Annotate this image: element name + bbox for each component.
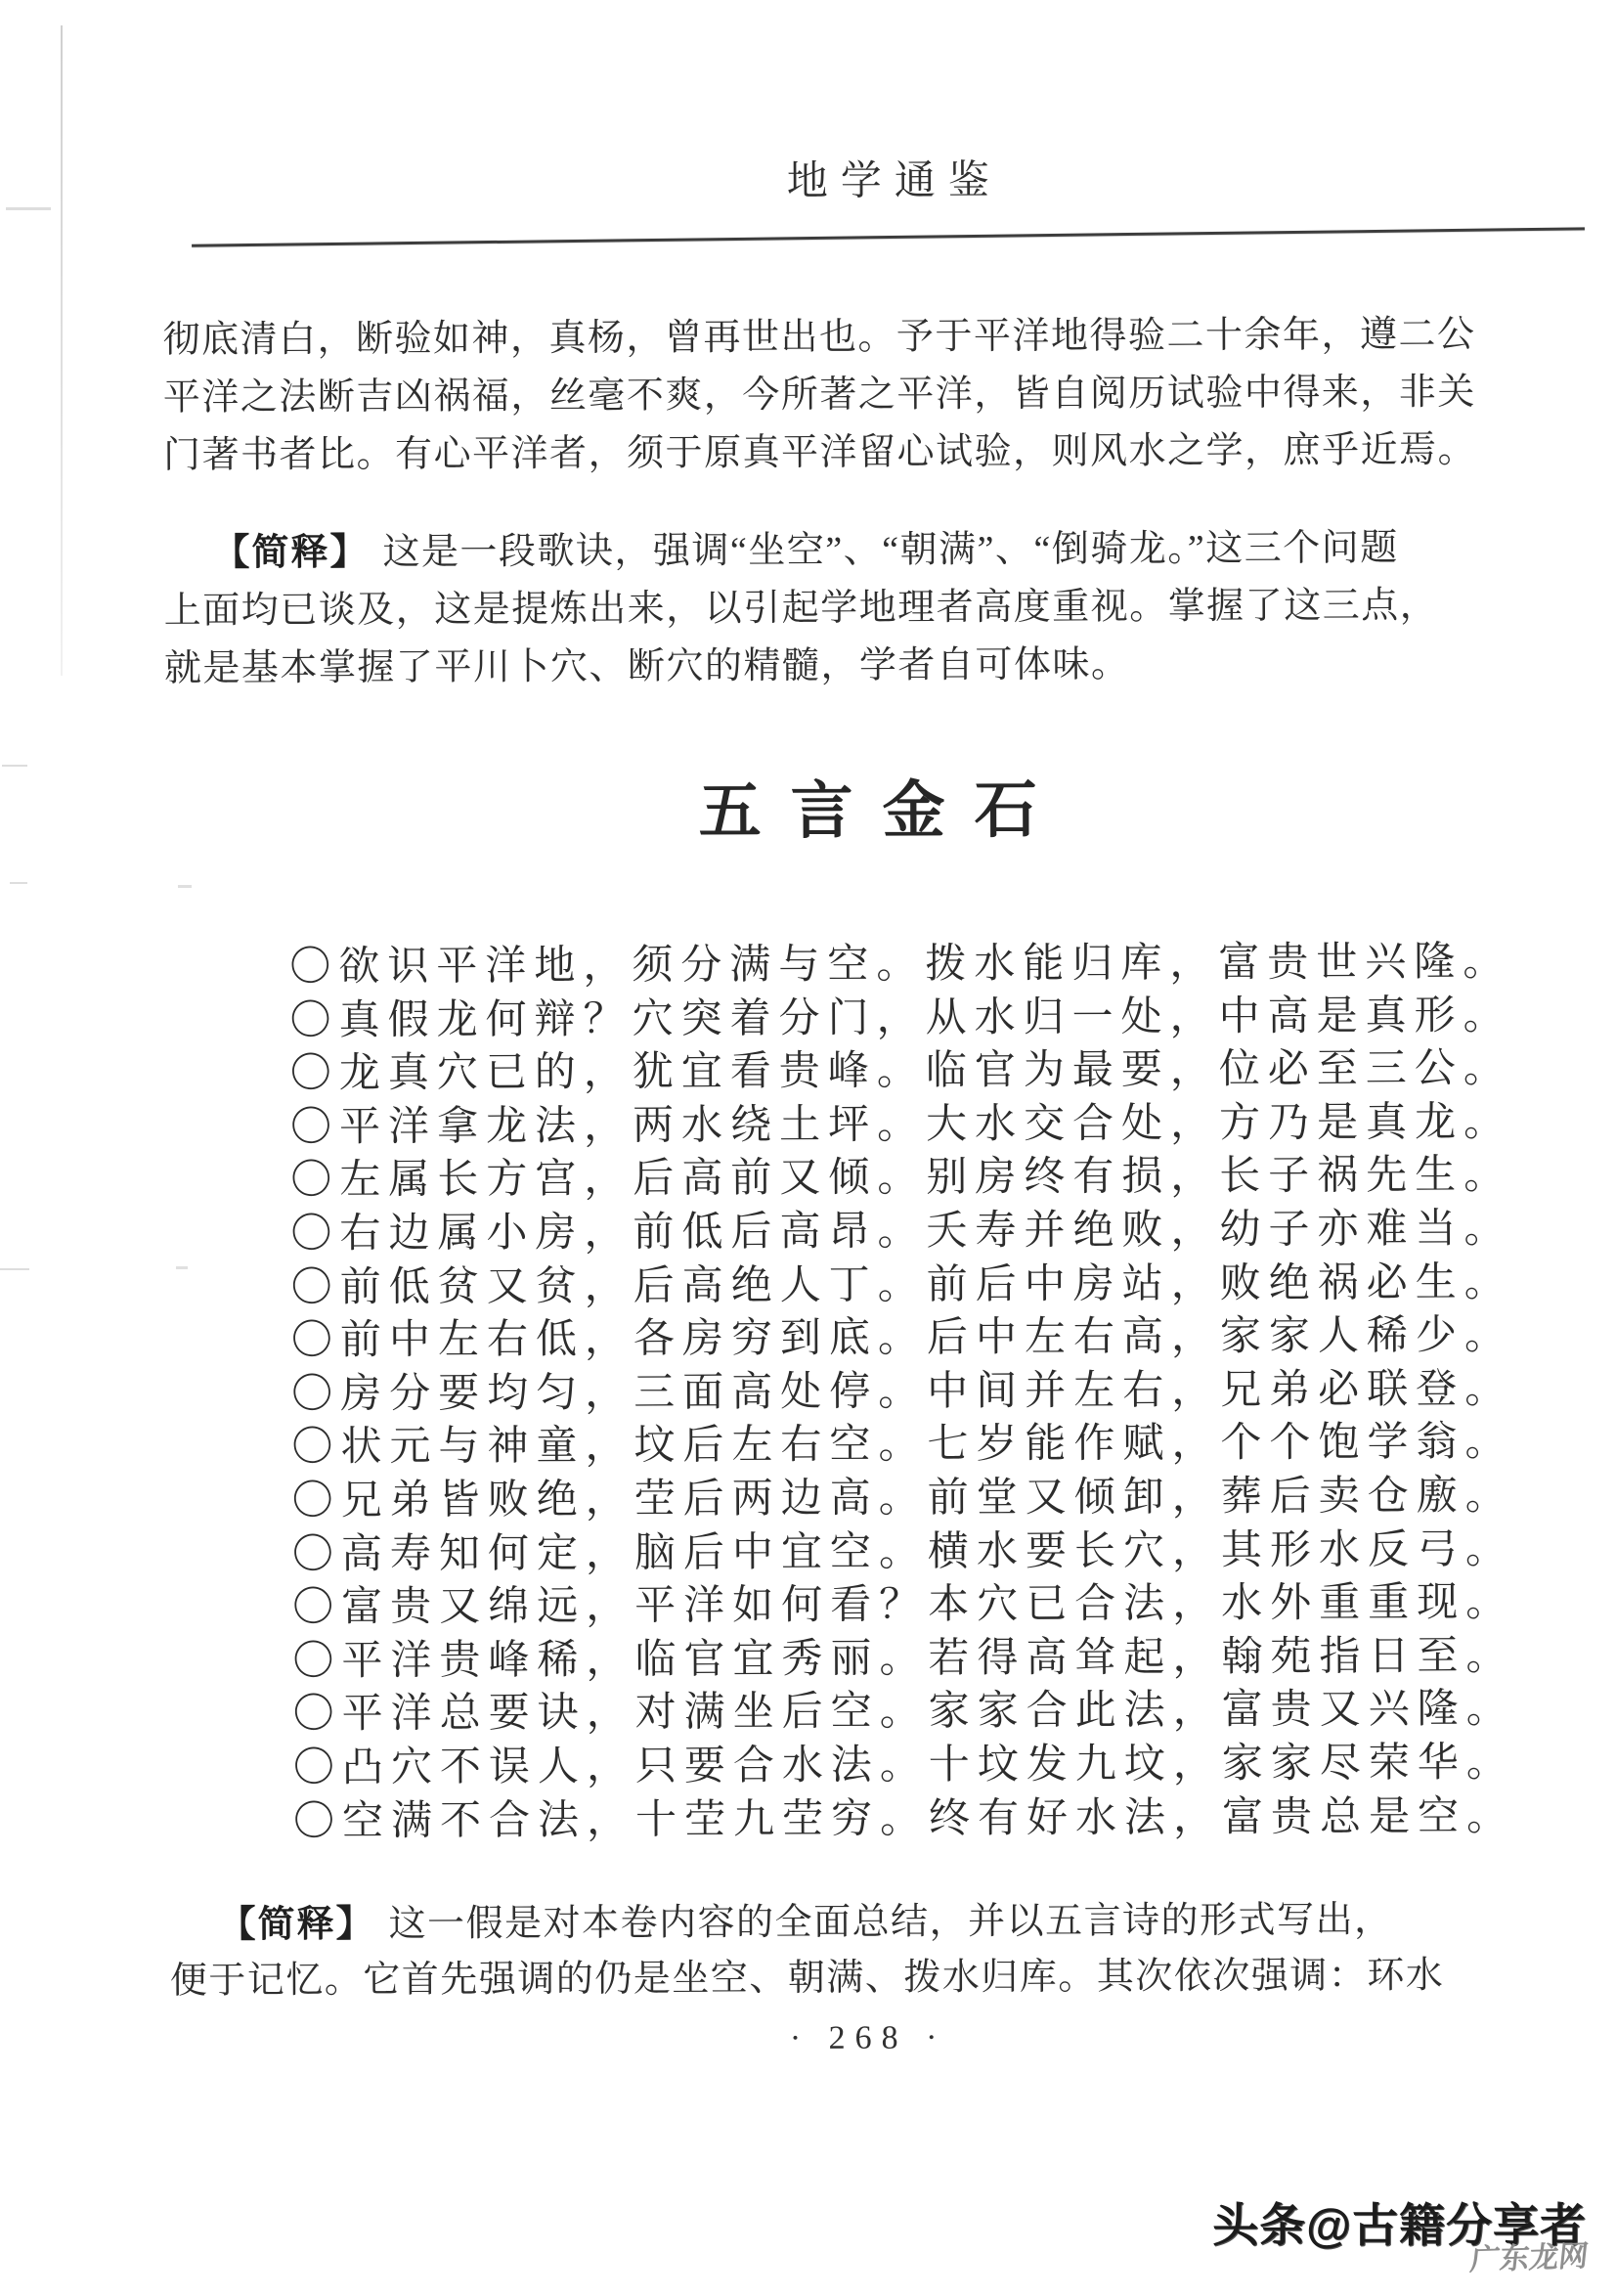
verse-line: 〇右边属小房，前低后高昂。夭寿并绝败，幼子亦难当。 bbox=[290, 1206, 1513, 1258]
commentary-first-line bbox=[163, 519, 1571, 583]
watermark-main-text: 头条@古籍分享者 bbox=[1212, 2199, 1587, 2251]
intro-line: 平洋之法断吉凶祸福，丝毫不爽，今所著之平洋，皆自阅历试验中得来，非关 bbox=[162, 372, 1476, 419]
verse-line: 〇空满不合法，十茔九茔穷。终有好水法，富贵总是空。 bbox=[293, 1793, 1516, 1844]
intro-paragraph bbox=[162, 306, 1571, 485]
verse-line: 〇前低贫又贫，后高绝人丁。前后中房站，败绝祸必生。 bbox=[290, 1259, 1513, 1310]
commentary-text: 这是一段歌诀，强调“坐空”、“朝满”、“倒骑龙。”这三个问题 bbox=[382, 527, 1399, 573]
commentary-line: 就是基本掌握了平川卜穴、断穴的精髓，学者自可体味。 bbox=[163, 643, 1130, 689]
commentary-line: 上面均已谈及，这是提炼出来，以引起学地理者高度重视。掌握了这三点， bbox=[163, 585, 1439, 632]
commentary-paragraph-1 bbox=[163, 519, 1572, 698]
verse-line: 〇兄弟皆败绝，茔后两边高。前堂又倾卸，葬后卖仓廒。 bbox=[291, 1473, 1514, 1524]
verse-line: 〇平洋拿龙法，两水绕土坪。大水交合处，方乃是真龙。 bbox=[289, 1099, 1513, 1151]
verse-line: 〇富贵又绵远，平洋如何看？本穴已合法，水外重重现。 bbox=[292, 1579, 1515, 1631]
verse-line: 〇真假龙何辩？穴突着分门，从水归一处，中高是真形。 bbox=[289, 993, 1512, 1043]
section-title: 五言金石 bbox=[698, 774, 1067, 847]
verse-line: 〇欲识平洋地，须分满与空。拨水能归库，富贵世兴隆。 bbox=[289, 939, 1512, 991]
commentary-line: 便于记忆。它首先强调的仍是坐空、朝满、拨水归库。其次依次强调：环水 bbox=[169, 1955, 1445, 2002]
commentary-text: 这一假是对本卷内容的全面总结，并以五言诗的形式写出， bbox=[388, 1899, 1393, 1945]
intro-line: 门著书者比。有心平洋者，须于原真平洋留心试验，则风水之学，庶乎近焉。 bbox=[162, 429, 1477, 476]
commentary-first-line bbox=[169, 1892, 1577, 1954]
verse-line: 〇平洋总要诀，对满坐后空。家家合此法，富贵又兴隆。 bbox=[292, 1687, 1515, 1738]
running-head-book-title: 地学通鉴 bbox=[786, 158, 1002, 205]
verse-line: 〇状元与神童，坟后左右空。七岁能作赋，个个饱学翁。 bbox=[291, 1420, 1514, 1471]
page-number: · 268 · bbox=[789, 2019, 947, 2057]
commentary-label: 【简释】 bbox=[218, 1903, 375, 1946]
commentary-label: 【简释】 bbox=[212, 531, 370, 574]
commentary-paragraph-2 bbox=[169, 1892, 1577, 2009]
verse-list bbox=[289, 936, 1515, 1849]
verse-line: 〇龙真穴已的，犹宜看贵峰。临官为最要，位必至三公。 bbox=[289, 1046, 1512, 1097]
verse-line: 〇高寿知何定，脑后中宜空。横水要长穴，其形水反弓。 bbox=[291, 1526, 1515, 1577]
intro-line: 彻底清白，断验如神，真杨，曾再世出也。予于平洋地得验二十余年，遵二公 bbox=[162, 314, 1476, 361]
verse-line: 〇左属长方宫，后高前又倾。别房终有损，长子祸先生。 bbox=[290, 1153, 1513, 1204]
verse-line: 〇凸穴不误人，只要合水法。十坟发九坟，家家尽荣华。 bbox=[292, 1740, 1515, 1791]
verse-line: 〇房分要均匀，三面高处停。中间并左右，兄弟必联登。 bbox=[291, 1366, 1514, 1418]
header-divider-rule bbox=[192, 227, 1585, 246]
watermark bbox=[1212, 2199, 1591, 2277]
verse-line: 〇前中左右低，各房穷到底。后中左右高，家家人稀少。 bbox=[290, 1313, 1514, 1364]
watermark-sub-text: 广东龙网 bbox=[1468, 2240, 1591, 2277]
verse-line: 〇平洋贵峰稀，临官宜秀丽。若得高耸起，翰苑指日至。 bbox=[292, 1633, 1515, 1685]
